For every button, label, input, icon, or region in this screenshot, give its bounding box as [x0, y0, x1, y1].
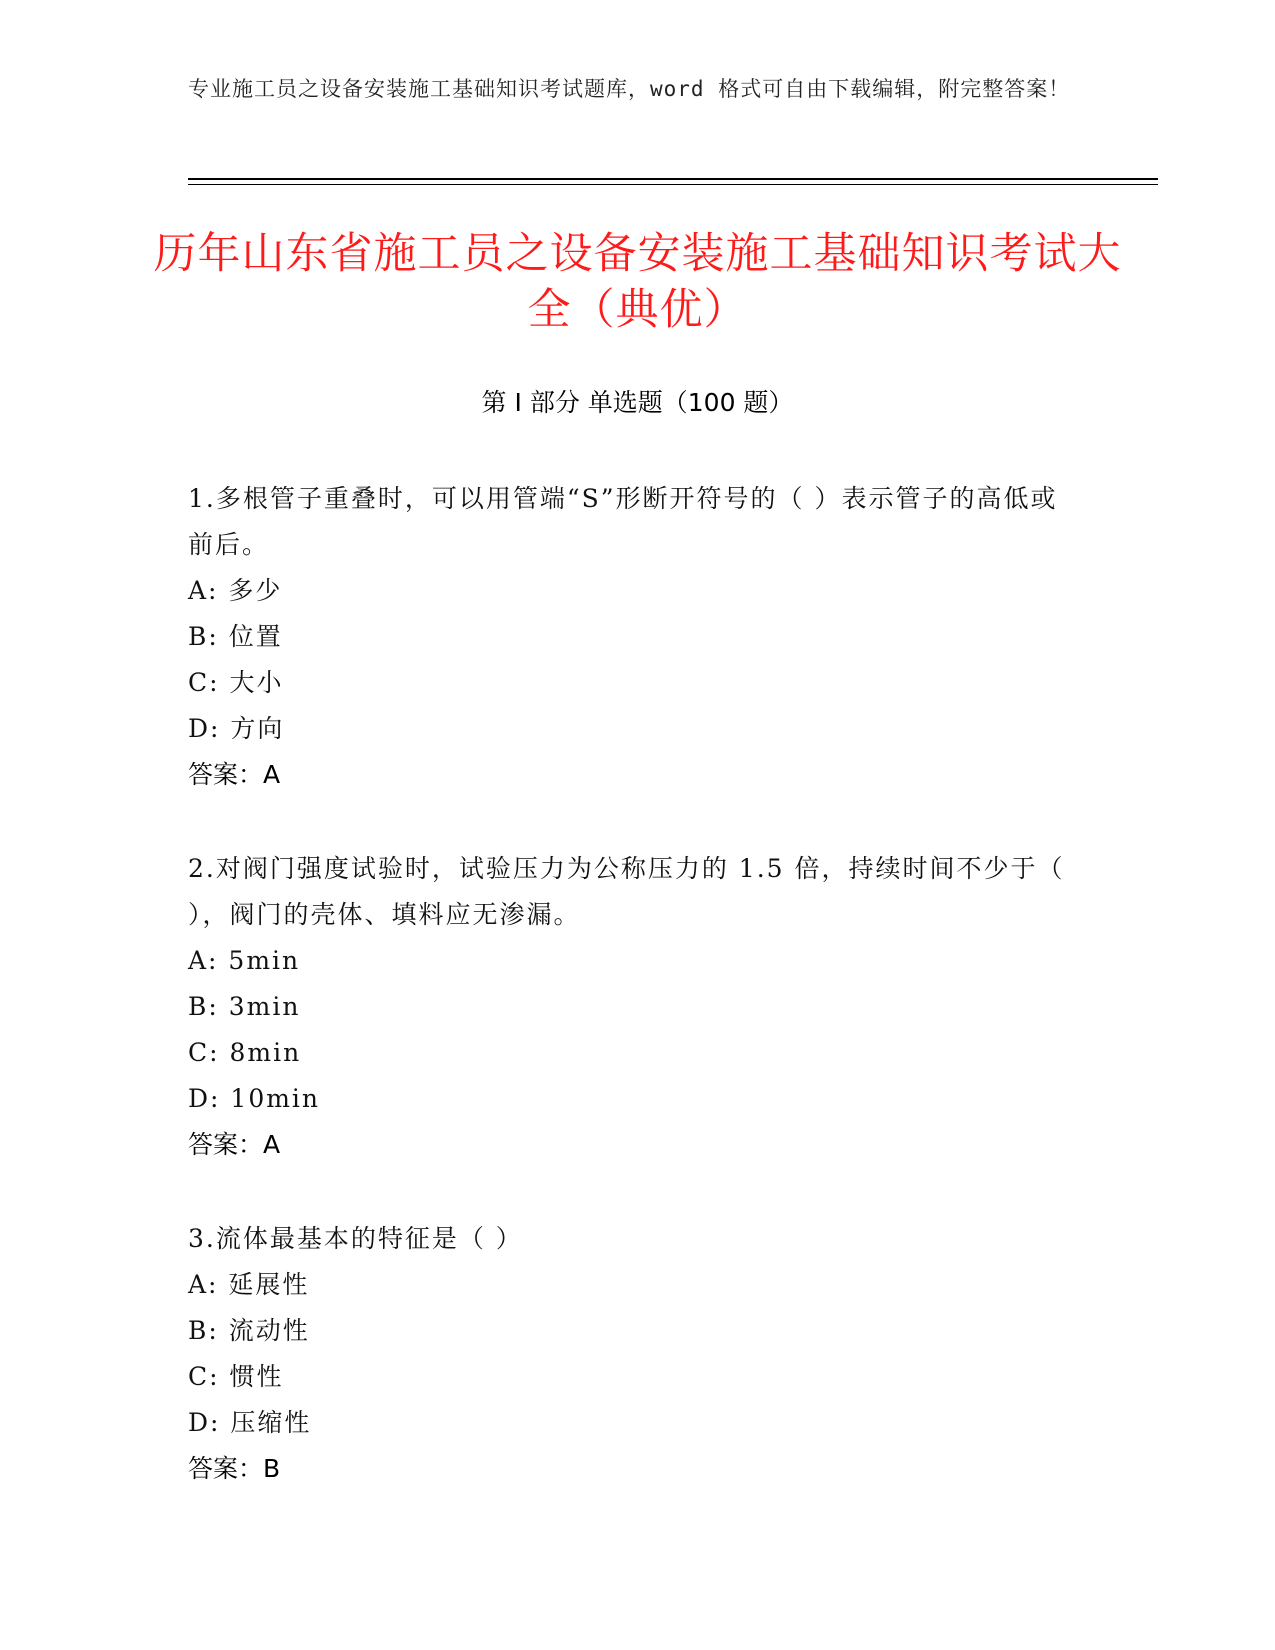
document-title: 历年山东省施工员之设备安装施工基础知识考试大全（典优）: [153, 229, 1122, 335]
option-a: A: 延展性: [188, 1270, 310, 1299]
header-divider-thick: [188, 178, 1158, 180]
option-d: D: 10min: [188, 1084, 321, 1113]
question-stem: 2.对阀门强度试验时，试验压力为公称压力的 1.5 倍，持续时间不少于（ ），阀门的壳体、填料应无渗漏。: [188, 854, 1065, 929]
option-c: C: 8min: [188, 1038, 302, 1067]
section-heading: 第 I 部分 单选题（100 题）: [481, 388, 794, 417]
option-d: D: 方向: [188, 714, 285, 743]
question-stem: 3.流体最基本的特征是（ ）: [188, 1224, 523, 1253]
header-note: 专业施工员之设备安装施工基础知识考试题库，word 格式可自由下载编辑，附完整答案！: [188, 77, 1071, 101]
answer-line: 答案：A: [188, 760, 281, 789]
answer-line: 答案：A: [188, 1130, 281, 1159]
header-divider-thin: [188, 184, 1158, 185]
option-c: C: 大小: [188, 668, 284, 697]
option-a: A: 5min: [188, 946, 301, 975]
option-c: C: 惯性: [188, 1362, 284, 1391]
question-item: [188, 476, 1088, 798]
option-a: A: 多少: [188, 576, 283, 605]
option-b: B: 位置: [188, 622, 283, 651]
option-b: B: 流动性: [188, 1316, 310, 1345]
answer-line: 答案：B: [188, 1454, 281, 1483]
question-stem: 1.多根管子重叠时，可以用管端“S”形断开符号的（ ）表示管子的高低或前后。: [188, 484, 1058, 559]
option-d: D: 压缩性: [188, 1408, 312, 1437]
option-b: B: 3min: [188, 992, 301, 1021]
question-item: [188, 1216, 1088, 1492]
question-item: [188, 846, 1088, 1168]
question-list: [188, 476, 1088, 1540]
